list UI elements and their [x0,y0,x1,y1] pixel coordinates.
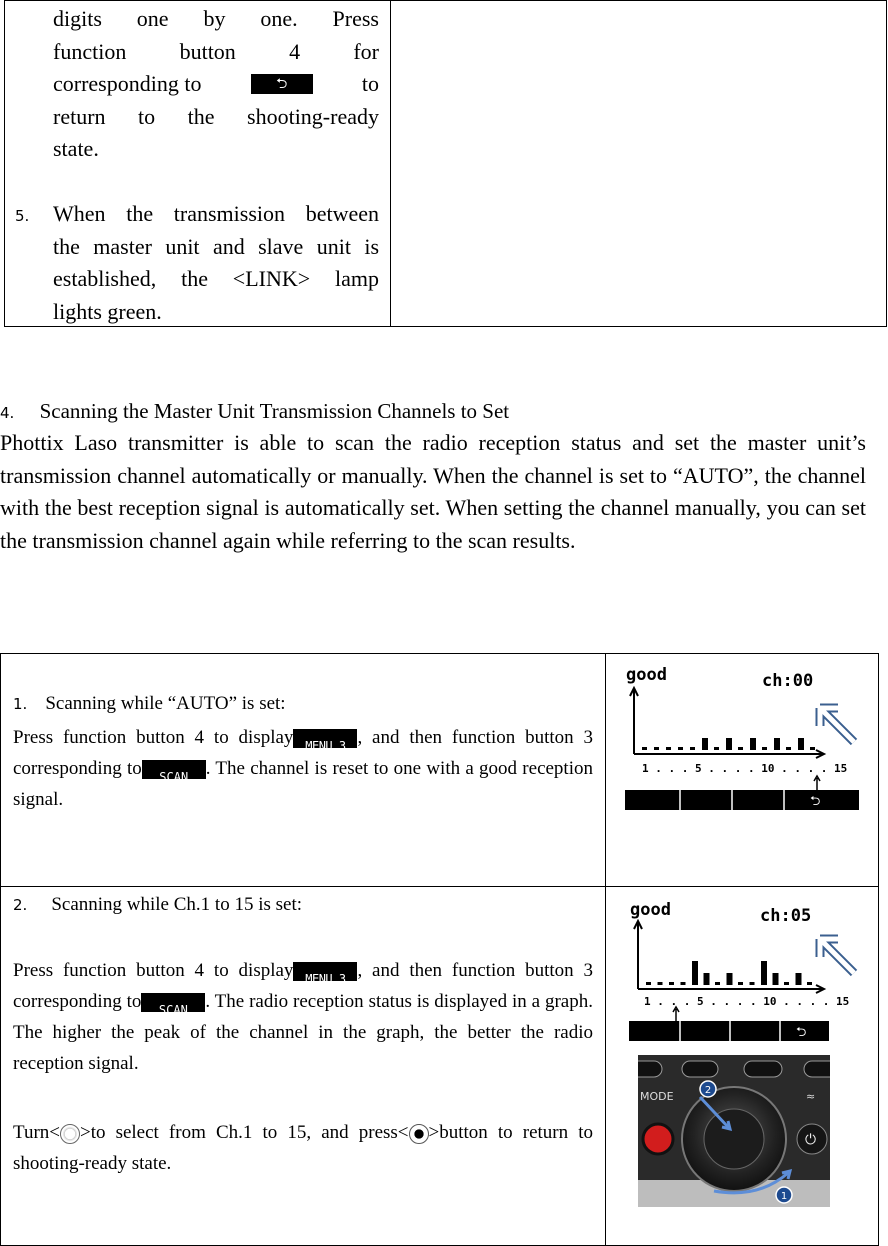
top-table-right-cell [390,0,887,327]
channel-bar [646,982,651,985]
return-icon: ⮌ [810,794,821,809]
hint-arrow [820,939,854,973]
channel-bar [726,738,732,750]
channel-bar [750,738,756,750]
dial-icon [60,1124,80,1144]
item5-number: 5. [15,207,30,225]
axis-labels: 1 . . . 5 . . . . 10 . . . . 15 [644,995,850,1008]
channel-bar [702,738,708,750]
scan-graph-1 [622,662,862,812]
channel-bar [714,747,719,750]
bars [642,738,815,750]
channel-bar [642,747,647,750]
step1-text-cell [0,653,606,887]
power-icon: ⏻ [805,1132,817,1148]
menu-3-icon [293,729,357,748]
item5-text: When the transmission between the master unit and slave unit is established, the <LINK> lamp lights green. [53,201,379,324]
channel-bar [669,982,674,985]
good-label: good [626,665,667,685]
scan-graph-2 [626,897,866,1045]
channel-bar [796,973,802,985]
channel-bar [690,747,695,750]
return-icon [251,74,313,94]
channel-bar [810,747,815,750]
channel-bar [658,982,663,985]
good-label: good [630,900,671,920]
device-photo [638,1055,830,1207]
step2-body: Press function button 4 to displayMENU 3 , and then function button 3 corresponding toSCAN . The radio reception status is displayed in a graph. The higher the peak of the channel in the graph, the better the radio reception signal. [13,955,593,1079]
set-button-icon [409,1124,429,1144]
channel-bar [762,747,767,750]
channel-bar [666,747,671,750]
step-badge-1 [776,1187,792,1203]
step2-turn: Turn< >to select from Ch.1 to 15, and press< >button to return to shooting-ready state. [13,1122,594,1174]
svg-text:1: 1 [780,1191,788,1202]
channel-bar [738,982,743,985]
p1-line1: digits one by one. Press [53,6,379,31]
hint-arrow [820,708,854,742]
channel-label: ch:05 [760,906,812,926]
red-button [643,1124,673,1154]
channel-bar [704,973,710,985]
channel-bar [681,982,686,985]
continued-paragraph [53,3,379,166]
up-arrow-marker [814,776,820,792]
p1-line2: function button 4 for [53,38,379,64]
return-icon: ⮌ [796,1025,807,1040]
step1-body: Press function button 4 to displayMENU 3 , and then function button 3 corresponding toSCAN . The channel is reset to one with a good reception signal. [13,722,593,815]
p1-line3: corresponding to ⮌ to [53,68,379,101]
channel-bar [692,961,698,985]
top-table-left-cell [4,0,391,327]
section-heading: 4. Scanning the Master Unit Transmission Channels to Set [0,399,510,423]
softkey-bar [625,790,859,810]
channel-bar [761,961,767,985]
svg-text:2: 2 [704,1085,712,1096]
channel-bar [774,738,780,750]
channel-bar [786,747,791,750]
channel-bar [784,982,789,985]
bars [646,961,812,985]
step2-title: 2. Scanning while Ch.1 to 15 is set: [13,894,302,915]
channel-bar [727,973,733,985]
flash-sync-icon: ≈ [806,1090,816,1103]
section-body: Phottix Laso transmitter is able to scan the radio reception status and set the master unit’s transmission channel automatically or manually. When the channel is set to “AUTO”, the channel with the best reception signal is automatically set. When setting the channel manually, you can set the transmission channel again while referring to the scan results. [0,430,866,553]
channel-label: ch:00 [762,671,814,691]
p1-line5: state. [53,136,99,161]
softkey-bar [629,1021,829,1041]
step-badge-2 [700,1081,716,1097]
axis-labels: 1 . . . 5 . . . . 10 . . . . 15 [642,762,848,775]
scan-icon [141,993,205,1012]
channel-bar [715,982,720,985]
scan-icon [142,760,206,779]
p1-line4: return to the shooting-ready [53,103,379,129]
channel-bar [807,982,812,985]
step2-image-cell [605,886,879,1246]
mode-label: MODE [640,1090,674,1103]
step2-text-cell [0,886,606,1246]
up-arrow-marker [673,1007,679,1021]
step1-title: 1. Scanning while “AUTO” is set: [13,693,286,714]
channel-bar [654,747,659,750]
step1-image-cell [605,653,879,887]
channel-bar [773,973,779,985]
menu-3-icon [293,962,357,981]
channel-bar [750,982,755,985]
channel-bar [678,747,683,750]
channel-bar [798,738,804,750]
lcd-screen-1 [622,662,862,812]
lcd-screen-2 [626,897,866,1045]
channel-bar [738,747,743,750]
